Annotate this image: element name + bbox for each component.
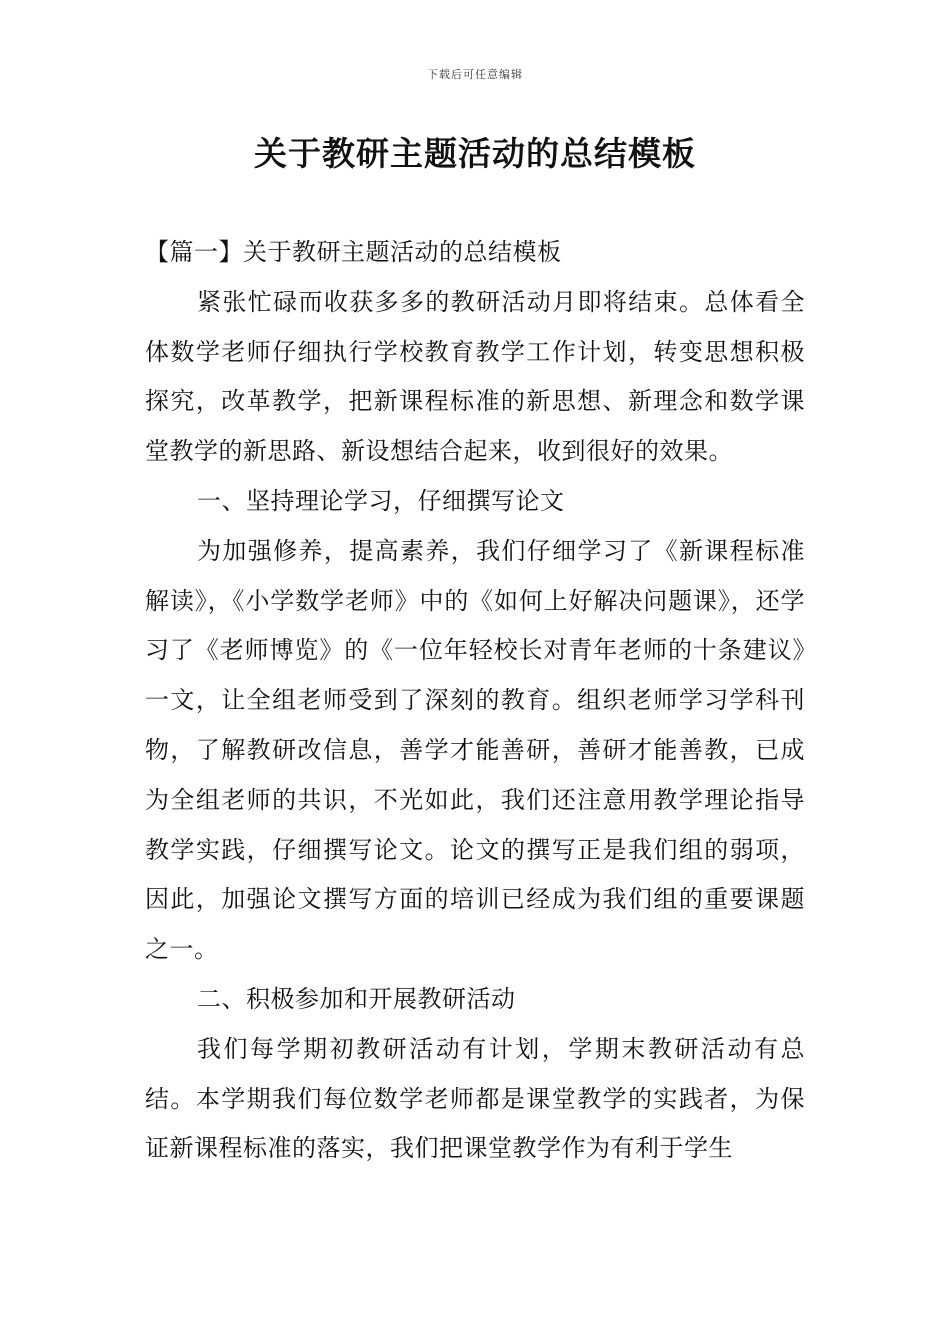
document-body bbox=[145, 228, 805, 1174]
section-label: 【篇一】关于教研主题活动的总结模板 bbox=[145, 238, 562, 266]
paragraph-intro: 紧张忙碌而收获多多的教研活动月即将结束。总体看全体数学老师仔细执行学校教育教学工作计划，转变思想积极探究，改革教学，把新课程标准的新思想、新理念和数学课堂教学的新思路、新设想结合起来，收到很好的效果。 bbox=[145, 287, 805, 466]
document-title: 关于教研主题活动的总结模板 bbox=[254, 134, 696, 173]
paragraph-research-activities: 我们每学期初教研活动有计划，学期末教研活动有总结。本学期我们每位数学老师都是课堂教学的实践者，为保证新课程标准的落实，我们把课堂教学作为有利于学生 bbox=[145, 1034, 805, 1163]
header-note: 下载后可任意编辑 bbox=[427, 68, 523, 81]
heading-research-activities: 二、积极参加和开展教研活动 bbox=[197, 984, 516, 1013]
paragraph-theory-study: 为加强修养，提高素养，我们仔细学习了《新课程标准解读》，《小学数学老师》中的《如何上好解决问题课》，还学习了《老师博览》的《一位年轻校长对青年老师的十条建议》一文，让全组老师受到了深刻的教育。组织老师学习学科刊物，了解教研改信息，善学才能善研，善研才能善教，已成为全组老师的共识，不光如此，我们还注意用教学理论指导教学实践，仔细撰写论文。论文的撰写正是我们组的弱项，因此，加强论文撰写方面的培训已经成为我们组的重要课题之一。 bbox=[145, 536, 805, 964]
heading-theory-study: 一、坚持理论学习，仔细撰写论文 bbox=[197, 486, 565, 515]
